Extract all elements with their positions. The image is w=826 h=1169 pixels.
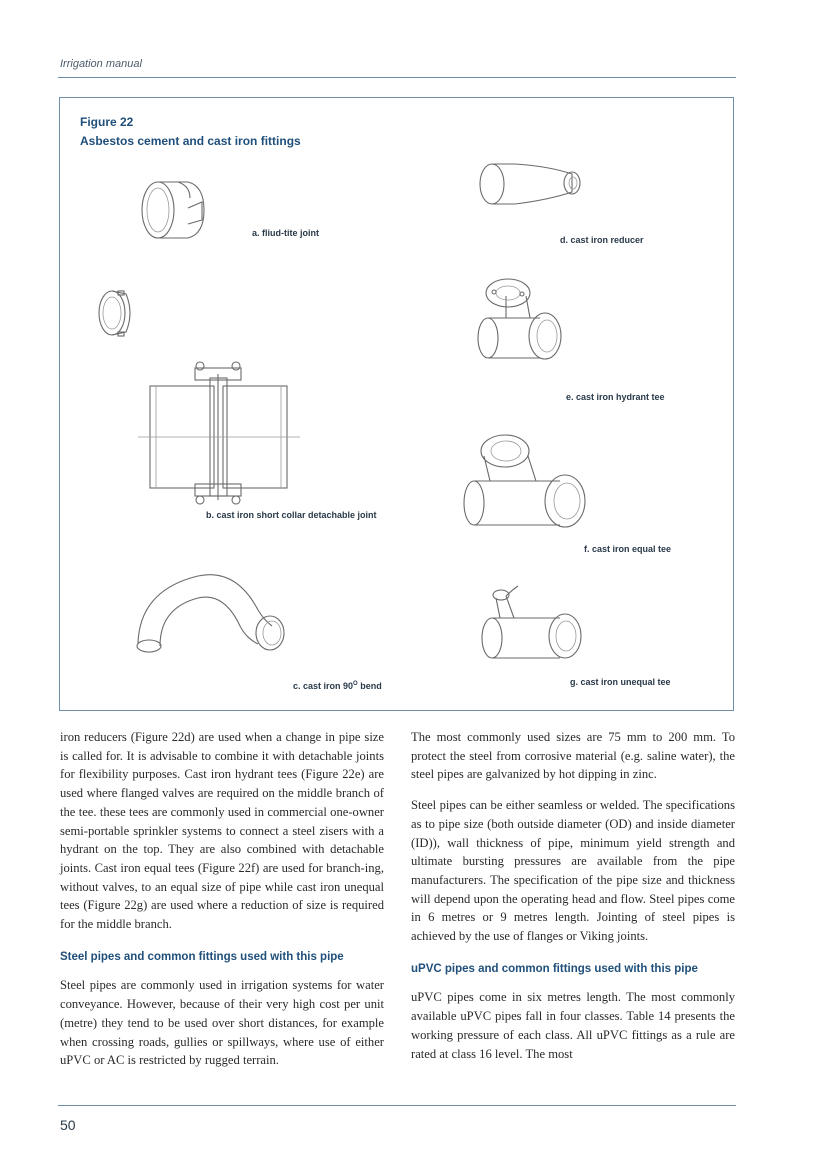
figure-title: Asbestos cement and cast iron fittings [80, 134, 301, 148]
left-paragraph-1: iron reducers (Figure 22d) are used when a change in pipe size is called for. It is advisable to combine it with detachable joints for flexibility purposes. Cast iron hydrant tees (Figure 22e) are used where flanged valves are required on the middle branch of the tee. these tees are commonly used in commercial one-owner semi-portable sprinkler systems to connect a steel zisers with a hydrant on the top. They are also combined with detachable joints. Cast iron equal tees (Figure 22f) are used for branch-ing, without valves, to an equal size of pipe while cast iron unequal tees (Figure 22g) are used where a reduction of size is required for the middle branch. [60, 730, 384, 932]
unequal-tee-drawing [482, 586, 581, 658]
running-header: Irrigation manual [60, 58, 142, 70]
short-collar-joint-drawing [138, 362, 300, 504]
hydrant-tee-drawing [478, 279, 561, 359]
caption-g: g. cast iron unequal tee [570, 677, 671, 687]
caption-d: d. cast iron reducer [560, 235, 644, 245]
page-number: 50 [60, 1117, 76, 1133]
right-paragraph-1: The most commonly used sizes are 75 mm to 200 mm. To protect the steel from corrosive material (e.g. saline water), the steel pipes are galvanized by hot dipping in zinc. [411, 730, 735, 782]
left-column [60, 728, 384, 1082]
right-paragraph-2: Steel pipes can be either seamless or welded. The specifications as to pipe size (both outside diameter (OD) and inside diameter (ID)), wall thickness of pipe, minimum yield strength and ultimate bursting pressures are available from the pipe manufacturers. The specification of the pipe size and thickness will depend upon the operating head and flow. Steel pipes come in 6 metres or 9 metres length. Jointing of steel pipes is achieved by the use of flanges or Viking joints. [411, 798, 735, 944]
steel-pipes-heading: Steel pipes and common fittings used with this pipe [60, 950, 344, 963]
header-rule [58, 77, 736, 78]
right-paragraph-3: uPVC pipes come in six metres length. The most commonly available uPVC pipes fall in four classes. Table 14 presents the working pressure of each class. All uPVC fittings as a rule are rated at class 16 level. The most [411, 990, 735, 1061]
upvc-pipes-heading: uPVC pipes and common fittings used with this pipe [411, 962, 698, 975]
left-paragraph-2: Steel pipes are commonly used in irrigation systems for water conveyance. However, because of their very high cost per unit (metre) they tend to be used over short distances, for example when crossing roads, gullies or spillways, where use of either uPVC or AC is restricted by rugged terrain. [60, 978, 384, 1068]
fluid-tite-joint-drawing [142, 182, 204, 238]
caption-f: f. cast iron equal tee [584, 544, 672, 554]
caption-a: a. fliud-tite joint [252, 228, 319, 238]
figure-number: Figure 22 [80, 115, 134, 129]
caption-c [293, 681, 382, 691]
equal-tee-drawing [464, 435, 585, 527]
footer-rule [58, 1105, 736, 1106]
caption-c-suffix: bend [357, 681, 382, 691]
bend-90-drawing [137, 575, 284, 652]
caption-c-degree: O [353, 681, 358, 687]
collar-ring-drawing [99, 291, 130, 336]
figure-panel [59, 97, 734, 711]
fittings-drawings [60, 98, 733, 710]
caption-e: e. cast iron hydrant tee [566, 392, 665, 402]
reducer-drawing [480, 164, 580, 204]
caption-c-text: c. cast iron 90 [293, 681, 354, 691]
caption-b: b. cast iron short collar detachable joint [206, 510, 377, 520]
right-column [411, 728, 735, 1075]
